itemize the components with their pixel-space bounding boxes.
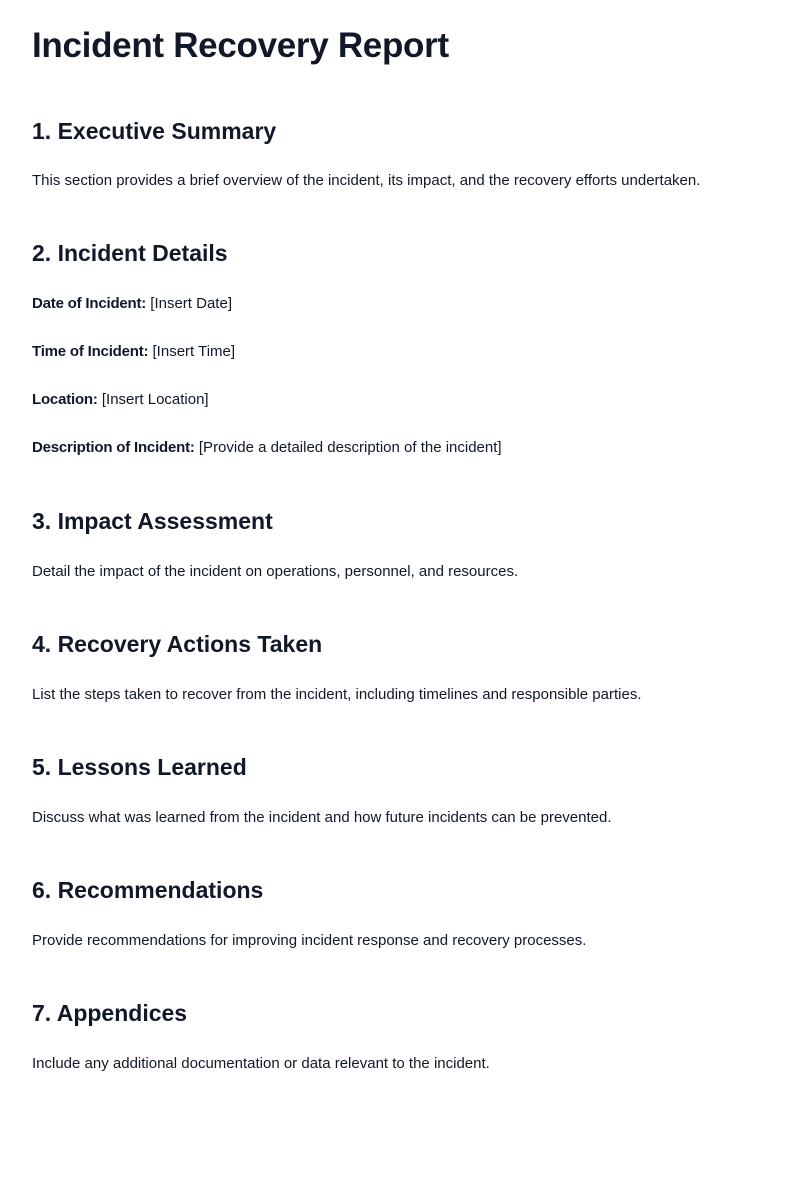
detail-label: Time of Incident: <box>32 343 149 360</box>
section-executive-summary <box>32 66 768 191</box>
detail-label: Location: <box>32 391 98 408</box>
detail-date-of-incident <box>32 268 768 314</box>
detail-time-of-incident <box>32 314 768 362</box>
section-recovery-actions-taken <box>32 582 768 705</box>
section-body: Provide recommendations for improving incident response and recovery processes. <box>32 932 587 949</box>
section-heading: 1. Executive Summary <box>32 118 277 144</box>
section-recommendations <box>32 828 768 951</box>
detail-label: Date of Incident: <box>32 295 147 312</box>
section-appendices <box>32 951 768 1074</box>
detail-value: [Insert Location] <box>101 391 209 408</box>
section-body: Include any additional documentation or data relevant to the incident. <box>32 1055 490 1072</box>
section-heading: 5. Lessons Learned <box>32 754 247 780</box>
section-body: Discuss what was learned from the incident and how future incidents can be prevented. <box>32 809 612 826</box>
section-incident-details <box>32 191 768 458</box>
section-body: List the steps taken to recover from the incident, including timelines and responsible parties. <box>32 686 642 703</box>
page-title: Incident Recovery Report <box>32 26 449 65</box>
section-lessons-learned <box>32 705 768 828</box>
section-heading: 6. Recommendations <box>32 877 264 903</box>
detail-value: [Provide a detailed description of the incident] <box>198 439 502 456</box>
section-body: This section provides a brief overview of the incident, its impact, and the recovery efforts undertaken. <box>32 172 701 189</box>
section-heading: 4. Recovery Actions Taken <box>32 631 323 657</box>
detail-location <box>32 362 768 410</box>
detail-value: [Insert Time] <box>152 343 236 360</box>
section-heading: 3. Impact Assessment <box>32 508 273 534</box>
section-impact-assessment <box>32 458 768 582</box>
section-body: Detail the impact of the incident on operations, personnel, and resources. <box>32 563 519 580</box>
section-heading: 2. Incident Details <box>32 240 228 266</box>
detail-description-of-incident <box>32 410 768 458</box>
detail-label: Description of Incident: <box>32 439 195 456</box>
section-heading: 7. Appendices <box>32 1000 188 1026</box>
detail-value: [Insert Date] <box>150 295 232 312</box>
